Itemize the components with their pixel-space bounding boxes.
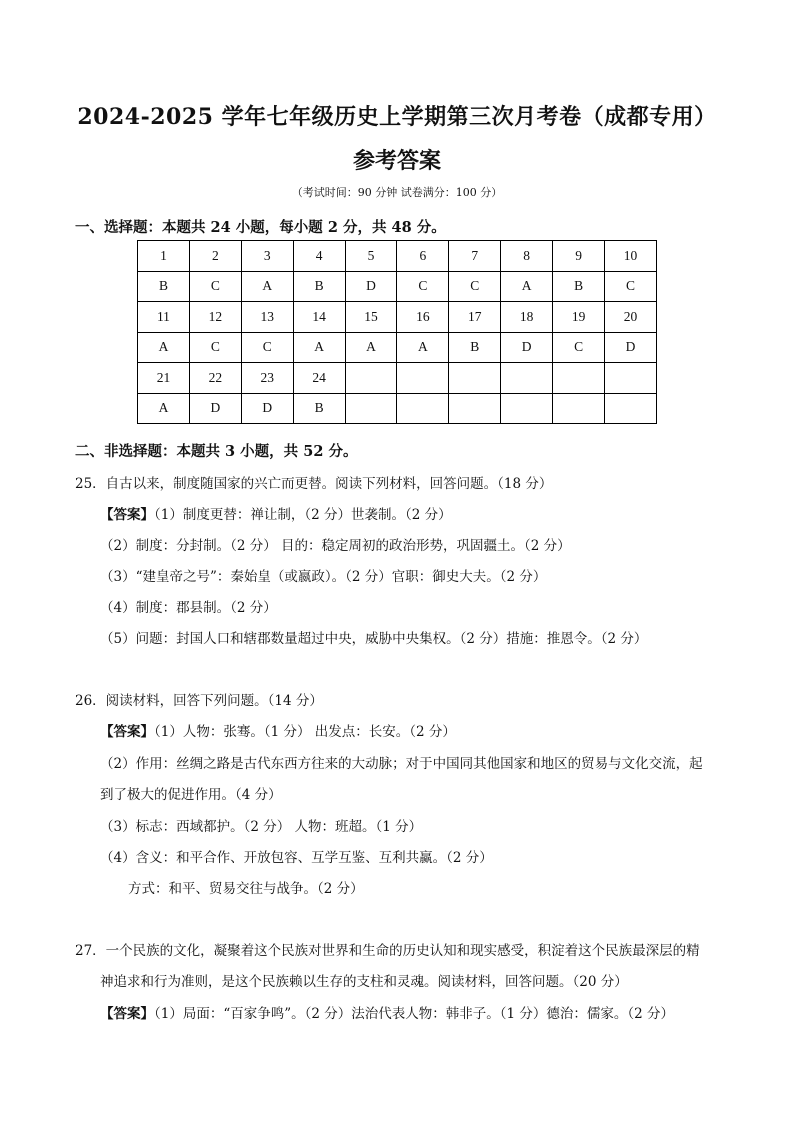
- q26-answer-2-line-2: 到了极大的促进作用。（4 分）: [100, 787, 282, 803]
- table-cell: 20: [605, 302, 657, 333]
- table-row-question-numbers: [138, 241, 657, 272]
- table-cell: 14: [293, 302, 345, 333]
- q26-answer-1-text: （1）人物：张骞。（1 分） 出发点：长安。（2 分）: [154, 724, 456, 740]
- table-cell: A: [241, 271, 293, 302]
- table-cell: C: [449, 271, 501, 302]
- table-cell: 23: [241, 363, 293, 394]
- answer-table: [137, 240, 657, 424]
- q25-answer-1-text: （1）制度更替：禅让制，（2 分）世袭制。（2 分）: [154, 507, 452, 523]
- exam-title: 2024-2025 学年七年级历史上学期第三次月考卷（成都专用）: [77, 104, 717, 130]
- section-1-label: 一、选择题：: [75, 219, 162, 236]
- q26-answer-4: （4）含义：和平合作、开放包容、互学互鉴、互利共赢。（2 分）: [100, 850, 493, 866]
- table-cell: 7: [449, 241, 501, 272]
- table-cell: 24: [293, 363, 345, 394]
- table-cell: 3: [241, 241, 293, 272]
- table-cell: 1: [138, 241, 190, 272]
- table-row-answers: [138, 332, 657, 363]
- table-cell: D: [345, 271, 397, 302]
- table-cell: 18: [501, 302, 553, 333]
- q27-stem-line-1: 27．一个民族的文化，凝聚着这个民族对世界和生命的历史认知和现实感受，积淀着这个民族最深层的精: [75, 943, 700, 959]
- q26-answer-4-way: 方式：和平、贸易交往与战争。（2 分）: [128, 881, 364, 897]
- table-cell: 15: [345, 302, 397, 333]
- q25-answer-1: [100, 503, 452, 523]
- q26-stem: 26．阅读材料，回答下列问题。（14 分）: [75, 693, 323, 709]
- table-row-answers: [138, 393, 657, 424]
- table-row-answers: [138, 271, 657, 302]
- table-cell: 2: [189, 241, 241, 272]
- table-cell: 5: [345, 241, 397, 272]
- table-cell: D: [189, 393, 241, 424]
- table-cell: A: [293, 332, 345, 363]
- table-cell: [553, 393, 605, 424]
- q27-stem-line-2: 神追求和行为准则，是这个民族赖以生存的支柱和灵魂。阅读材料，回答问题。（20 分）: [100, 974, 628, 990]
- page-subtitle: 参考答案: [352, 148, 441, 174]
- answer-tag: 【答案】: [100, 724, 154, 740]
- table-cell: 22: [189, 363, 241, 394]
- table-cell: A: [501, 271, 553, 302]
- table-cell: 9: [553, 241, 605, 272]
- table-cell: 8: [501, 241, 553, 272]
- table-cell: C: [241, 332, 293, 363]
- table-cell: C: [553, 332, 605, 363]
- table-cell: C: [189, 271, 241, 302]
- table-cell: 19: [553, 302, 605, 333]
- table-cell: [501, 393, 553, 424]
- table-cell: 13: [241, 302, 293, 333]
- table-cell: 6: [397, 241, 449, 272]
- table-cell: [345, 363, 397, 394]
- q25-stem: 25．自古以来，制度随国家的兴亡而更替。阅读下列材料，回答问题。（18 分）: [75, 476, 553, 492]
- answer-tag: 【答案】: [100, 1006, 154, 1022]
- table-cell: 12: [189, 302, 241, 333]
- table-row-question-numbers: [138, 302, 657, 333]
- table-cell: [449, 393, 501, 424]
- section-2-detail: 本题共 3 小题，共 52 分。: [176, 443, 358, 460]
- table-cell: [605, 393, 657, 424]
- q25-answer-2: （2）制度：分封制。（2 分） 目的：稳定周初的政治形势，巩固疆土。（2 分）: [100, 538, 571, 554]
- section-1-heading: [75, 216, 446, 237]
- table-cell: 11: [138, 302, 190, 333]
- table-cell: [553, 363, 605, 394]
- section-2-label: 二、非选择题：: [75, 443, 177, 460]
- table-cell: B: [138, 271, 190, 302]
- table-cell: C: [189, 332, 241, 363]
- answer-tag: 【答案】: [100, 507, 154, 523]
- exam-info: （考试时间：90 分钟 试卷满分：100 分）: [291, 186, 503, 199]
- table-cell: A: [397, 332, 449, 363]
- table-cell: [397, 393, 449, 424]
- table-cell: [449, 363, 501, 394]
- q25-answer-4: （4）制度：郡县制。（2 分）: [100, 600, 277, 616]
- section-2-heading: [75, 440, 357, 461]
- q26-answer-1: [100, 720, 456, 740]
- q27-answer-1-text: （1）局面：“百家争鸣”。（2 分）法治代表人物：韩非子。（1 分）德治：儒家。（2 分）: [154, 1006, 675, 1022]
- table-cell: C: [605, 271, 657, 302]
- q25-answer-3: （3）“建皇帝之号”：秦始皇（或嬴政）。（2 分）官职：御史大夫。（2 分）: [100, 569, 547, 585]
- table-cell: B: [553, 271, 605, 302]
- table-row-question-numbers: [138, 363, 657, 394]
- table-cell: 16: [397, 302, 449, 333]
- section-1-detail: 本题共 24 小题，每小题 2 分，共 48 分。: [162, 219, 446, 236]
- table-cell: C: [397, 271, 449, 302]
- table-cell: A: [138, 393, 190, 424]
- table-cell: A: [138, 332, 190, 363]
- table-cell: A: [345, 332, 397, 363]
- table-cell: D: [605, 332, 657, 363]
- table-cell: [345, 393, 397, 424]
- table-cell: 4: [293, 241, 345, 272]
- table-cell: D: [241, 393, 293, 424]
- table-cell: D: [501, 332, 553, 363]
- q26-answer-2-line-1: （2）作用：丝绸之路是古代东西方往来的大动脉；对于中国同其他国家和地区的贸易与文化交流，起: [100, 756, 703, 772]
- table-cell: 17: [449, 302, 501, 333]
- table-cell: B: [293, 393, 345, 424]
- q26-answer-3: （3）标志：西域都护。（2 分） 人物：班超。（1 分）: [100, 819, 423, 835]
- q27-answer-1: [100, 1002, 674, 1022]
- table-cell: 10: [605, 241, 657, 272]
- table-cell: B: [293, 271, 345, 302]
- table-cell: [397, 363, 449, 394]
- table-cell: B: [449, 332, 501, 363]
- q25-answer-5: （5）问题：封国人口和辖郡数量超过中央，威胁中央集权。（2 分）措施：推恩令。（2 分）: [100, 631, 648, 647]
- table-cell: 21: [138, 363, 190, 394]
- table-cell: [501, 363, 553, 394]
- table-cell: [605, 363, 657, 394]
